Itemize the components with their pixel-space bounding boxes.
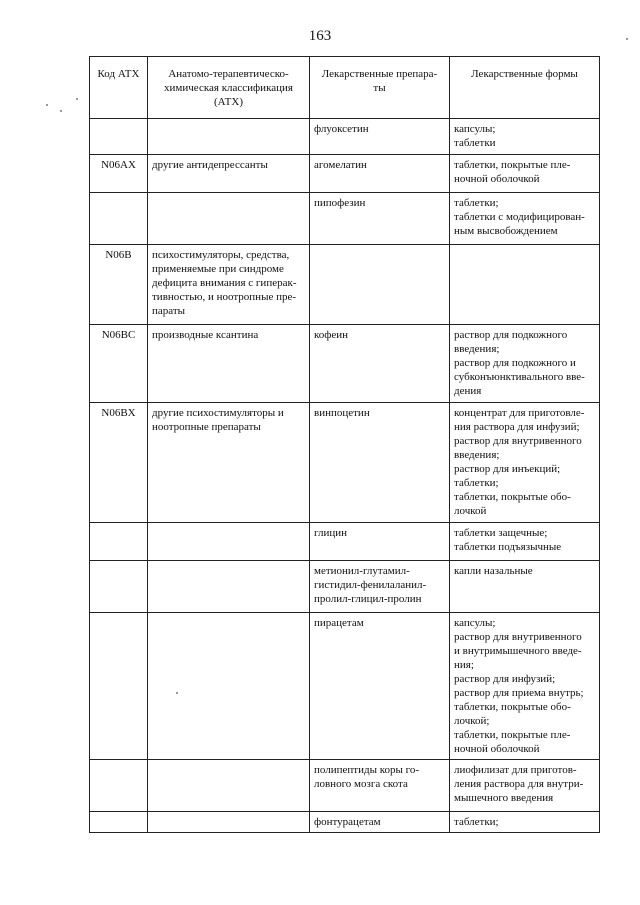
header-dosage-forms: Лекарственные формы: [450, 57, 600, 119]
drug-cell: агомелатин: [310, 155, 450, 193]
drug-cell: глицин: [310, 523, 450, 561]
drug-cell: кофеин: [310, 325, 450, 403]
drug-cell: пипофезин: [310, 193, 450, 245]
dosage-forms-cell: капсулы; таблетки: [450, 119, 600, 155]
classification-cell: [148, 561, 310, 613]
dosage-forms-cell: [450, 245, 600, 325]
drug-cell: винпоцетин: [310, 403, 450, 523]
scan-speck: [176, 692, 178, 694]
atc-code-cell: [90, 760, 148, 812]
scan-speck: [626, 38, 628, 40]
table-row: [90, 403, 600, 523]
classification-cell: [148, 523, 310, 561]
atc-code-cell: N06BC: [90, 325, 148, 403]
table-row: [90, 155, 600, 193]
atc-code-cell: [90, 561, 148, 613]
classification-cell: [148, 760, 310, 812]
drug-cell: метионил-глутамил- гистидил-фенилаланил- пролил-глицил-пролин: [310, 561, 450, 613]
classification-cell: другие антидепрессанты: [148, 155, 310, 193]
table-row: [90, 325, 600, 403]
dosage-forms-cell: раствор для подкожного введения; раствор для подкожного и субконъюнктивального вве- дения: [450, 325, 600, 403]
dosage-forms-cell: таблетки защечные; таблетки подъязычные: [450, 523, 600, 561]
page-number: 163: [308, 28, 332, 44]
header-atc-classification: Анатомо-терапевтическо- химическая классификация (АТХ): [148, 57, 310, 119]
table-row: [90, 760, 600, 812]
header-atc-code: Код АТХ: [90, 57, 148, 119]
table-row: [90, 613, 600, 760]
classification-cell: другие психостимуляторы и ноотропные препараты: [148, 403, 310, 523]
atc-code-cell: N06BX: [90, 403, 148, 523]
dosage-forms-cell: капли назальные: [450, 561, 600, 613]
atc-code-cell: [90, 193, 148, 245]
classification-cell: производные ксантина: [148, 325, 310, 403]
dosage-forms-cell: таблетки; таблетки с модифицирован- ным высвобождением: [450, 193, 600, 245]
drug-cell: [310, 245, 450, 325]
atc-code-cell: N06B: [90, 245, 148, 325]
classification-cell: [148, 613, 310, 760]
scan-speck: [46, 104, 48, 106]
table-row: [90, 812, 600, 833]
drug-cell: полипептиды коры го- ловного мозга скота: [310, 760, 450, 812]
classification-cell: [148, 812, 310, 833]
dosage-forms-cell: лиофилизат для приготов- ления раствора для внутри- мышечного введения: [450, 760, 600, 812]
atc-code-cell: [90, 812, 148, 833]
table-header-row: [90, 57, 600, 119]
drug-cell: пирацетам: [310, 613, 450, 760]
dosage-forms-cell: таблетки, покрытые пле- ночной оболочкой: [450, 155, 600, 193]
drug-cell: флуоксетин: [310, 119, 450, 155]
atc-code-cell: [90, 523, 148, 561]
classification-cell: [148, 193, 310, 245]
atc-drug-table: [89, 56, 600, 833]
atc-code-cell: [90, 119, 148, 155]
classification-cell: психостимуляторы, средства, применяемые при синдроме дефицита внимания с гиперак- тивностью, и ноотропные пре- параты: [148, 245, 310, 325]
table-row: [90, 193, 600, 245]
scan-speck: [76, 98, 78, 100]
drug-cell: фонтурацетам: [310, 812, 450, 833]
header-drugs: Лекарственные препара- ты: [310, 57, 450, 119]
scan-speck: [60, 110, 62, 112]
classification-cell: [148, 119, 310, 155]
dosage-forms-cell: таблетки;: [450, 812, 600, 833]
table-row: [90, 119, 600, 155]
atc-code-cell: [90, 613, 148, 760]
dosage-forms-cell: концентрат для приготовле- ния раствора для инфузий; раствор для внутривенного введения; раствор для инъекций; таблетки; таблетки, покрытые обо- лочкой: [450, 403, 600, 523]
dosage-forms-cell: капсулы; раствор для внутривенного и внутримышечного введе- ния; раствор для инфузий; раствор для приема внутрь; таблетки, покрытые обо- лочкой; таблетки, покрытые пле- ночной оболочкой: [450, 613, 600, 760]
table-row: [90, 245, 600, 325]
table-row: [90, 523, 600, 561]
table-row: [90, 561, 600, 613]
atc-code-cell: N06AX: [90, 155, 148, 193]
